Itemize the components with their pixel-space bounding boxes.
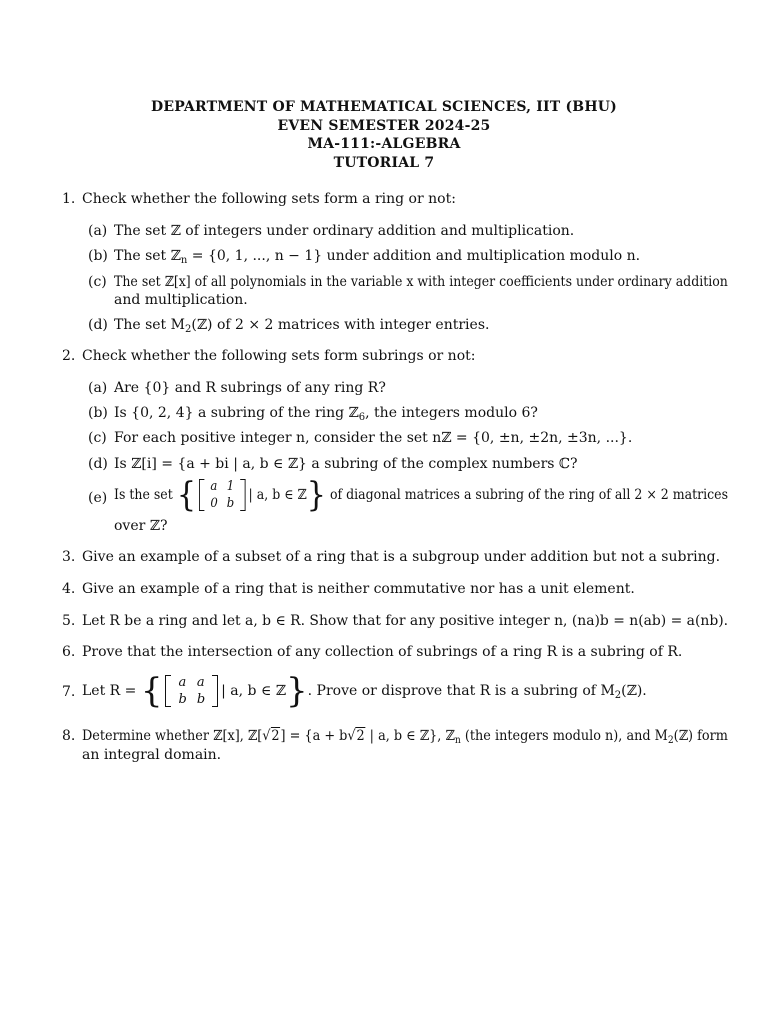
q1-text: Check whether the following sets form a ring or not:: [82, 191, 456, 207]
semester-title: EVEN SEMESTER 2024-25: [277, 117, 491, 134]
q1b-text: The set ℤ$_n$ = {0, 1, ..., n − 1} under addition and multiplication modulo n.: [114, 248, 641, 266]
q1d-label: (d): [88, 317, 108, 333]
q8-number: 8.: [62, 728, 76, 744]
q1b-label: (b): [88, 248, 108, 264]
q1c-text-line1: The set ℤ[x] of all polynomials in the variable x with integer coefficients under ordinary addition: [114, 274, 728, 290]
diagonal-matrix: a 1 0 b: [199, 478, 246, 512]
q2d-text: Is ℤ[i] = {a + bi | a, b ∈ ℤ} a subring of the complex numbers ℂ?: [114, 456, 578, 472]
tutorial-title: TUTORIAL 7: [333, 154, 435, 171]
document-header: [0, 98, 768, 172]
q6-text: Prove that the intersection of any collection of subrings of a ring R is a subring of R.: [82, 644, 683, 660]
q2e-text: Is the set { a 1 0 b | a, b ∈ ℤ} of diagonal matrices a subring of the ring of all 2 × 2 matrices: [114, 475, 729, 515]
left-brace: {: [140, 671, 163, 711]
q7-text: Let R = { a a b b | a, b ∈ ℤ}. Prove or disprove that R is a subring of $M_2(ℤ)$.: [82, 671, 647, 711]
q1c-text-line2: and multiplication.: [114, 292, 248, 308]
q2-text: Check whether the following sets form subrings or not:: [82, 348, 476, 364]
q4-number: 4.: [62, 581, 76, 597]
department-title: DEPARTMENT OF MATHEMATICAL SCIENCES, IIT (BHU): [151, 99, 617, 115]
q2b-text: Is {0, 2, 4} a subring of the ring ℤ$_6$, the integers modulo 6?: [114, 405, 538, 423]
q2a-label: (a): [88, 380, 108, 396]
right-brace: }: [306, 475, 326, 515]
left-brace: {: [176, 475, 197, 515]
q2c-text: For each positive integer n, consider the set nℤ = {0, ±n, ±2n, ±3n, ...}.: [114, 430, 633, 446]
q1a-label: (a): [88, 223, 108, 239]
q2e-text-line2: over ℤ?: [114, 518, 168, 534]
q6-number: 6.: [62, 644, 76, 660]
q8-text-line2: an integral domain.: [82, 747, 222, 763]
q2d-label: (d): [88, 456, 108, 472]
q2e-label: (e): [88, 490, 108, 506]
q2-number: 2.: [62, 348, 76, 364]
q1d-text: The set $M_2(ℤ)$ of 2 × 2 matrices with integer entries.: [114, 317, 490, 335]
q7-number: 7.: [62, 684, 76, 700]
q4-text: Give an example of a ring that is neither commutative nor has a unit element.: [82, 581, 635, 597]
q3-text: Give an example of a subset of a ring that is a subgroup under addition but not a subring.: [82, 549, 721, 565]
right-brace: }: [286, 671, 308, 711]
q5-number: 5.: [62, 613, 76, 629]
q2b-label: (b): [88, 405, 108, 421]
q1-number: 1.: [62, 191, 76, 207]
q2a-text: Are {0} and R subrings of any ring R?: [114, 380, 386, 396]
q3-number: 3.: [62, 549, 76, 565]
q1a-text: The set ℤ of integers under ordinary addition and multiplication.: [114, 223, 575, 239]
q5-text: Let R be a ring and let a, b ∈ R. Show that for any positive integer n, (na)b = n(ab) = a(nb).: [82, 613, 729, 629]
q1c-label: (c): [88, 274, 107, 290]
q2c-label: (c): [88, 430, 107, 446]
set-matrix: a a b b: [165, 674, 218, 708]
course-title: MA-111:-ALGEBRA: [307, 136, 461, 152]
q8-text-line1: Determine whether ℤ[x], ℤ[√2] = {a + b√2 | a, b ∈ ℤ}, ℤ$_n$ (the integers modulo n), and $M_2(ℤ)$ form: [82, 728, 728, 746]
